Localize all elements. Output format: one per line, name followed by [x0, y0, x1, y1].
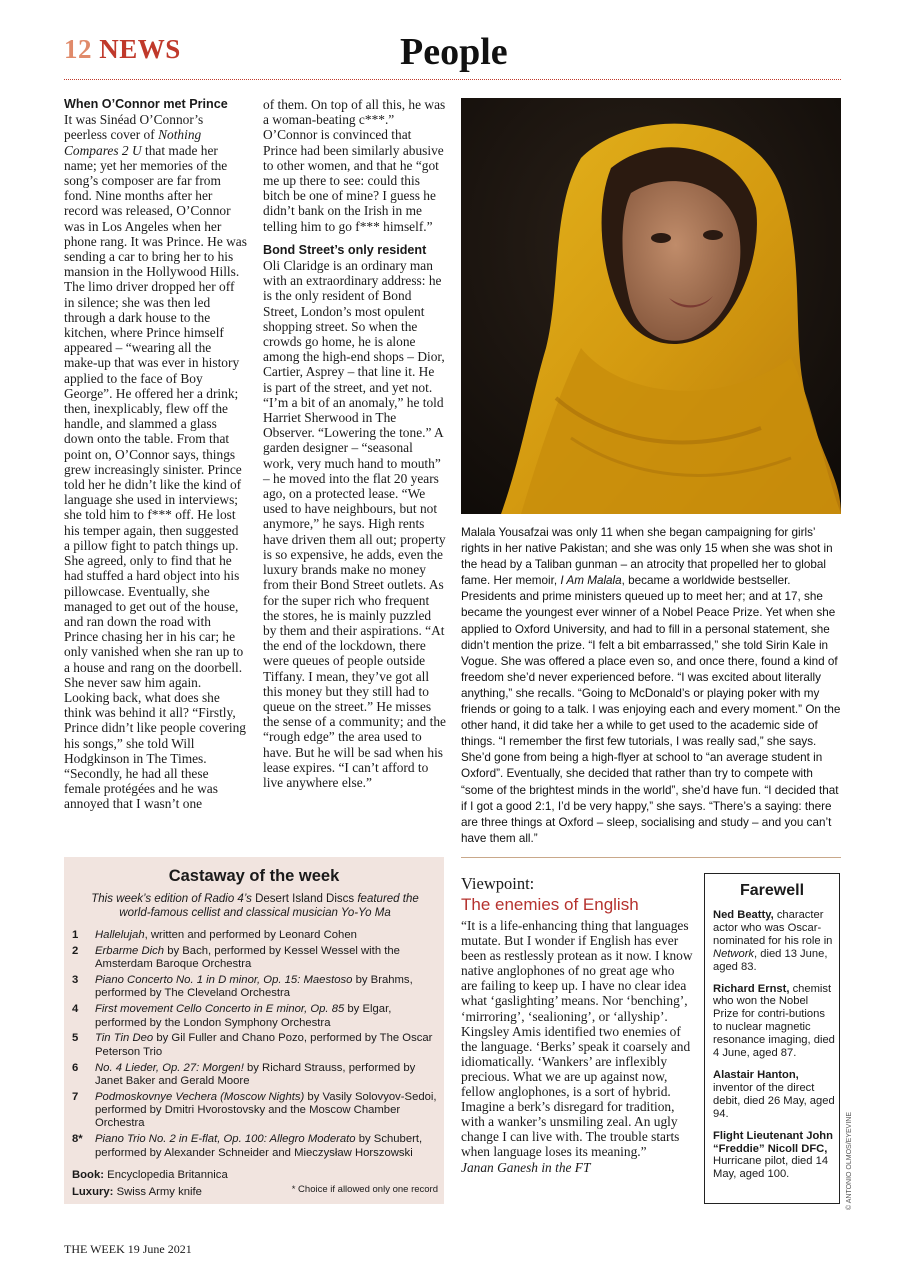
article-oconnor-continued: of them. On top of all this, he was a woman-beating c***.” O’Connor is convinced that Prince had been similarly abusive to other women, and that he “got me up there to see: could this bitch be one of mine? I guess he didn’t bank on the Irish in me telling him to go f*** himself.”	[263, 97, 446, 234]
photo-caption	[461, 525, 843, 847]
castaway-note: * Choice if allowed only one record	[291, 1184, 438, 1195]
castaway-item	[72, 1091, 438, 1131]
castaway-item	[72, 1133, 438, 1160]
caption-text-a: Malala Yousafzai was only 11 when she began campaigning for girls’ rights in her native Pakistan; and she was only 15 when she was shot in the head by a Taliban gunman – an atrocity that propelled her to global fame. Her memoir,	[461, 526, 833, 588]
viewpoint-attribution: Janan Ganesh in the FT	[461, 1159, 591, 1175]
farewell-item-desc: Hurricane pilot, died 14 May, aged 100.	[713, 1155, 829, 1181]
book-value: Encyclopedia Britannica	[107, 1169, 228, 1181]
article-bond-headline: Bond Street’s only resident	[263, 242, 427, 257]
castaway-item-number: 2	[72, 944, 79, 957]
castaway-item-detail: by Gil Fuller and Chano Pozo, performed by The Oscar Peterson Trio	[95, 1032, 433, 1058]
book-label: Book:	[72, 1169, 105, 1181]
castaway-intro-a: This week’s edition of Radio 4’s	[91, 893, 256, 905]
castaway-item-detail: by Bach, performed by Kessel Wessel with the Amsterdam Baroque Orchestra	[95, 944, 400, 971]
castaway-item-number: 4	[72, 1003, 79, 1016]
farewell-item-desc: inventor of the direct debit, died 26 May, aged 94.	[713, 1081, 835, 1120]
castaway-item-detail: by Elgar, performed by the London Symphony Orchestra	[95, 1003, 392, 1029]
farewell-item-desc: character actor who was Oscar-nominated for his role in	[713, 909, 833, 947]
article-oconnor-text-a: It was Sinéad O’Connor’s peerless cover of	[64, 112, 204, 143]
farewell-item	[713, 1069, 835, 1121]
viewpoint-title: The enemies of English	[461, 895, 639, 914]
farewell-title: Farewell	[739, 882, 805, 899]
farewell-list	[713, 909, 835, 1190]
viewpoint-text: “It is a life-enhancing thing that languages mutate. But I wonder if English has ever been as restlessly protean as it now. I know native anglophones of no great age who are failing to keep up. I have no clear idea what ‘gaslighting’ means. Nor ‘benching’, ‘mirroring’, ‘sealioning’, or ‘allyship’. Kingsley Amis identified two enemies of the language. ‘Berks’ speak it coarsely and idiomatically. ‘Wankers’ are inflexibly precious. What we are up against now, fellow anglophones, is a sort of hybrid. Imagine a berk’s disregard for tradition, with a wanker’s unsmiling zeal. An ugly change I can live with. The trouble starts when language loses its meaning.”	[461, 918, 693, 1160]
photo-credit: © ANTONIO OLMOS/EYEVINE	[846, 1112, 853, 1210]
castaway-item	[72, 929, 438, 942]
viewpoint-label: Viewpoint:	[461, 874, 535, 893]
castaway-item-detail: by Brahms, performed by The Cleveland Orchestra	[95, 974, 413, 1000]
farewell-item-name: Flight Lieutenant John “Freddie” Nicoll DFC,	[713, 1129, 833, 1155]
viewpoint-body	[461, 918, 693, 1175]
castaway-item-work: Hallelujah	[95, 929, 145, 941]
farewell-item-name: Ned Beatty,	[713, 909, 774, 921]
farewell-item-film: Network	[713, 947, 755, 960]
page-number: 12	[64, 34, 92, 64]
luxury-label: Luxury:	[72, 1186, 114, 1198]
farewell-item-desc: chemist who won the Nobel Prize for contri-butions to nuclear magnetic resonance imaging, died 4 June, aged 87.	[713, 982, 835, 1060]
castaway-item-number: 7	[72, 1090, 79, 1103]
farewell-item	[713, 983, 835, 1060]
castaway-program: Desert Island Discs	[255, 893, 355, 905]
article-oconnor	[64, 97, 247, 812]
article-oconnor-text-b: that made her name; yet her memories of the song’s composer are far from fond. Nine months after her record was released, O’Connor was in Los Angeles when her phone rang. It was Prince. He was sending a car to bring her to his mansion in the Hollywood Hills. The limo driver dropped her off in silence; she was then led through a dark house to the kitchen, where Prince himself appeared – “wearing all the make-up that was ever in history applied to the face of Boy George”. He offered her a drink; then, inexplicably, flew off the handle, and slammed a glass down onto the table. From that point on, O’Connor says, things grew increasingly sinister. Prince told her he didn’t like the kind of language she used in interviews; she told him to f*** off. He lost his temper again, then suggested a pillow fight to patch things up. She agreed, only to find that he had stuffed a hard object into his pillowcase. Eventually, she managed to get out of the house, and ran down the road with Prince chasing her in his car; he only vanished when she ran up to a house and rang on the doorbell. She never saw him again. Looking back, what does she think was behind it all? “Firstly, Prince didn’t like people covering his songs,” she told Will Hodgkinson in The Times. “Secondly, he had all these female protégées and he was annoyed that I wasn’t one	[64, 142, 247, 812]
article-oconnor-headline: When O’Connor met Prince	[64, 97, 228, 111]
farewell-item-name: Richard Ernst,	[713, 982, 790, 995]
luxury-value: Swiss Army knife	[116, 1186, 202, 1198]
castaway-item	[72, 945, 438, 972]
castaway-intro	[80, 892, 430, 920]
caption-divider	[461, 857, 841, 858]
castaway-item	[72, 974, 438, 1001]
castaway-item	[72, 1062, 438, 1089]
castaway-item-detail: , written and performed by Leonard Cohen	[144, 929, 357, 941]
castaway-item-detail: by Richard Strauss, performed by Janet Baker and Gerald Moore	[95, 1061, 416, 1087]
column-two	[263, 97, 446, 790]
page-footer: THE WEEK 19 June 2021	[64, 1242, 192, 1256]
castaway-item-work: Piano Trio No. 2 in E-flat, Op. 100: Allegro Moderato	[95, 1133, 356, 1146]
caption-text-b: , became a worldwide bestseller. Presidents and prime ministers queued up to meet her; and at 17, she became the youngest ever winner of a Nobel Peace Prize. Yet when she applied to Oxford University, and had to fill in a personal statement, she didn’t mention the prize. “I felt a bit embarrassed,” she told Sirin Kale in Vogue. She was offered a place even so, and once there, found a kind of freedom she’d never experienced before. “I was excited about literally anything,” she recalls. “Going to McDonald’s or playing poker with my friends or going to a talk. I was enjoying each and every moment.” On the other hand, it did take her a while to get used to the academic side of things. “I remember the first few tutorials, I was really sad,” she says. She’d gone from being a high-flyer at school to “an average student in Oxford”. Eventually, she decided that rather than try to compete with “some of the brightest minds in the world”, she’d have fun. “I decided that if I got a good 2:1, I’d be very happy,” she says. “There’s a saying: there are three things at Oxford – sleep, socialising and study – and you can’t have them all.”	[461, 574, 841, 845]
castaway-item-number: 8*	[72, 1133, 83, 1146]
farewell-item	[713, 1130, 835, 1182]
castaway-item-detail: by Vasily Solovyov-Sedoi, performed by Dmitri Hvorostovsky and the Moscow Chamber Orchestra	[95, 1090, 437, 1130]
portrait-image	[461, 98, 841, 514]
section-name: NEWS	[99, 34, 181, 64]
page-title: People	[400, 31, 508, 73]
farewell-box	[704, 873, 840, 1204]
castaway-item-number: 6	[72, 1061, 79, 1074]
castaway-item-number: 1	[72, 929, 79, 941]
castaway-item-number: 5	[72, 1032, 79, 1045]
article-bond-body: Oli Claridge is an ordinary man with an extraordinary address: he is the only resident of Bond Street, London’s most opulent shopping street. So when the crowds go home, he is alone among the high-end shops – Dior, Cartier, Asprey – that line it. He is part of the street, and yet not. “I’m a bit of an anomaly,” he told Harriet Sherwood in The Observer. “Lowering the tone.” A garden designer – “seasonal work, very much hand to mouth” – he moved into the flat 20 years ago, on a protected lease. “We used to have neighbours, but not anymore,” he says. High rents have driven them all out; property is so expensive, he adds, even the luxury brands make no money from their Bond Street outlets. As for the super rich who frequent the stores, he is mainly puzzled by them and their aspirations. “At the end of the lockdown, there were queues of people outside Tiffany. I mean, they’ve got all this money but they still had to queue on the street.” He misses the sense of a community; and the “rough edge” the area used to have. But he will be sad when his lease expires. “I can’t afford to live anywhere else.”	[263, 258, 446, 790]
farewell-item	[713, 909, 835, 974]
castaway-item-number: 3	[72, 974, 79, 987]
header-divider	[64, 79, 841, 80]
page-number-section	[64, 34, 181, 65]
song-title: Nothing Compares 2 U	[64, 127, 202, 158]
castaway-item-work: Piano Concerto No. 1 in D minor, Op. 15: Maestoso	[95, 974, 353, 987]
castaway-item-work: Podmoskovnye Vechera (Moscow Nights)	[95, 1090, 305, 1103]
castaway-list	[72, 929, 438, 1163]
castaway-item-work: Erbarme Dich	[95, 944, 165, 957]
castaway-box	[64, 857, 444, 1204]
article-oconnor-body	[64, 112, 247, 811]
castaway-item	[72, 1003, 438, 1030]
portrait-photo	[461, 98, 841, 514]
castaway-item-detail: by Schubert, performed by Alexander Schneider and Mieczysław Horszowski	[95, 1133, 423, 1159]
memoir-title: I Am Malala	[560, 574, 622, 588]
farewell-item-desc-b: , died 13 June, aged 83.	[713, 947, 828, 973]
castaway-book	[72, 1168, 438, 1182]
castaway-item-work: First movement Cello Concerto in E minor, Op. 85	[95, 1003, 345, 1016]
castaway-intro-b: featured the world-famous cellist and classical musician Yo-Yo Ma	[119, 893, 419, 919]
castaway-item-work: Tin Tin Deo	[95, 1032, 154, 1045]
castaway-item	[72, 1032, 438, 1059]
castaway-title: Castaway of the week	[168, 867, 340, 885]
farewell-item-name: Alastair Hanton,	[713, 1068, 799, 1081]
castaway-item-work: No. 4 Lieder, Op. 27: Morgen!	[95, 1061, 244, 1074]
